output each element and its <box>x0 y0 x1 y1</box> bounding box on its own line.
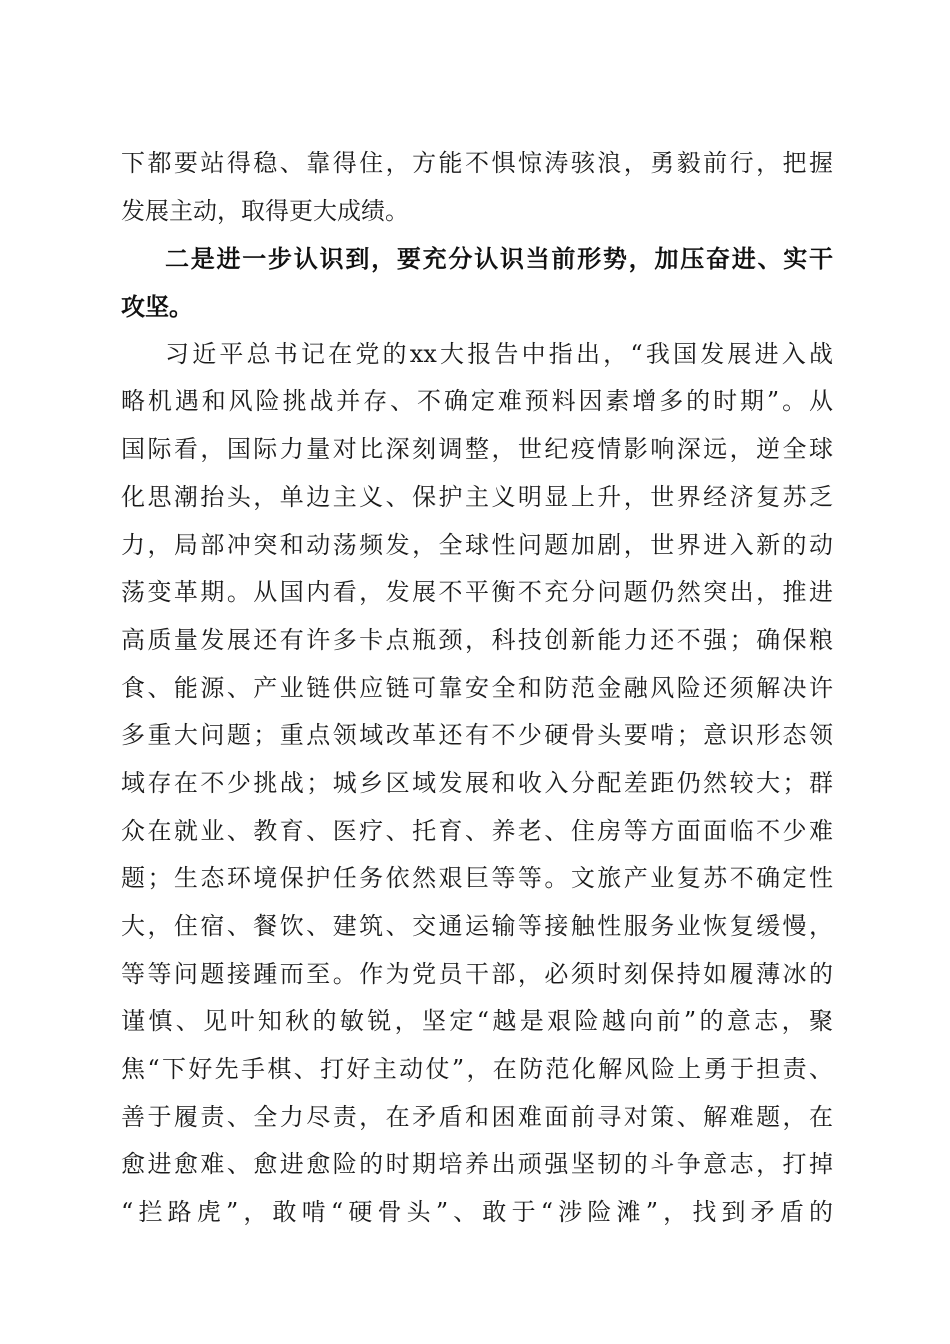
text-line: 习近平总书记在党的xx大报告中指出，“我国发展进入战 <box>165 339 833 368</box>
section-heading-line: 攻坚。 <box>121 292 193 322</box>
text-line: 谨慎、见叶知秋的敏锐，坚定“越是艰险越向前”的意志，聚 <box>121 1007 833 1036</box>
text-line: 众在就业、教育、医疗、托育、养老、住房等方面面临不少难 <box>121 816 833 845</box>
text-line: 高质量发展还有许多卡点瓶颈，科技创新能力还不强；确保粮 <box>121 625 833 654</box>
document-body <box>121 140 833 1237</box>
text-line: 国际看，国际力量对比深刻调整，世纪疫情影响深远，逆全球 <box>121 435 833 464</box>
text-line: 食、能源、产业链供应链可靠安全和防范金融风险还须解决许 <box>121 673 833 702</box>
text-line: 焦“下好先手棋、打好主动仗”，在防范化解风险上勇于担责、 <box>121 1055 833 1084</box>
text-line: 荡变革期。从国内看，发展不平衡不充分问题仍然突出，推进 <box>121 578 833 607</box>
text-line: 多重大问题；重点领域改革还有不少硬骨头要啃；意识形态领 <box>121 721 833 750</box>
text-line: 等等问题接踵而至。作为党员干部，必须时刻保持如履薄冰的 <box>121 959 833 988</box>
text-line: 下都要站得稳、靠得住，方能不惧惊涛骇浪，勇毅前行，把握 <box>121 149 833 177</box>
text-line: 力，局部冲突和动荡频发，全球性问题加剧，世界进入新的动 <box>121 530 833 559</box>
text-line: 化思潮抬头，单边主义、保护主义明显上升，世界经济复苏乏 <box>121 482 833 511</box>
text-line: 大，住宿、餐饮、建筑、交通运输等接触性服务业恢复缓慢， <box>121 912 833 940</box>
text-line: 略机遇和风险挑战并存、不确定难预料因素增多的时期”。从 <box>121 387 833 416</box>
text-line: “拦路虎”，敢啃“硬骨头”、敢于“涉险滩”，找到矛盾的 <box>121 1198 833 1227</box>
text-line: 愈进愈难、愈进愈险的时期培养出顽强坚韧的斗争意志，打掉 <box>121 1150 833 1179</box>
text-line: 发展主动，取得更大成绩。 <box>121 196 409 225</box>
text-line: 善于履责、全力尽责，在矛盾和困难面前寻对策、解难题，在 <box>121 1102 833 1131</box>
section-heading-line: 二是进一步认识到，要充分认识当前形势，加压奋进、实干 <box>165 244 833 274</box>
text-line: 域存在不少挑战；城乡区域发展和收入分配差距仍然较大；群 <box>121 768 833 797</box>
text-line: 题；生态环境保护任务依然艰巨等等。文旅产业复苏不确定性 <box>121 864 833 893</box>
